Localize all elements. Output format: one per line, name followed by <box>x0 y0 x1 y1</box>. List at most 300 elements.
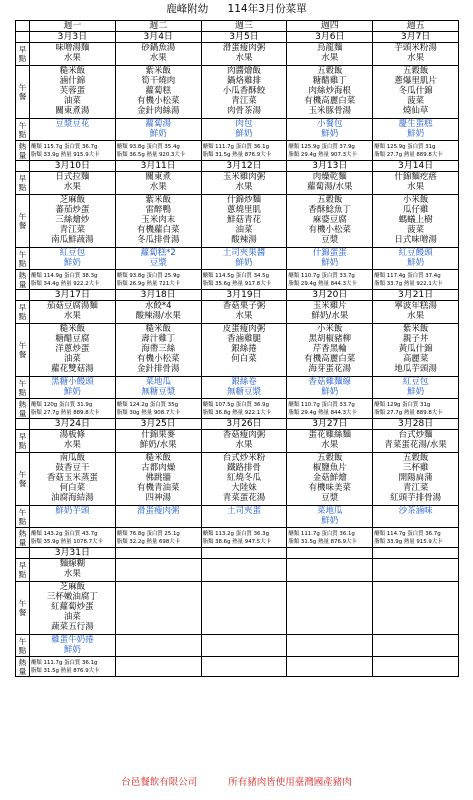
fat-value: 31.5g <box>300 538 317 545</box>
lunch-items <box>30 582 115 634</box>
nutrition-line <box>116 401 201 409</box>
menu-item: 芝麻飯 <box>59 582 86 592</box>
menu-item: 皮蛋瘦肉粥 <box>222 324 266 334</box>
calorie-value: 844.3大卡 <box>330 409 357 416</box>
menu-item: 水果 <box>407 311 425 321</box>
carbs-value: 93.8g <box>129 272 145 279</box>
menu-item: 小餐包 <box>317 119 343 129</box>
menu-item: 菜地瓜 <box>145 377 171 387</box>
date-cell: 3月11日 <box>115 161 201 172</box>
lunch-cell <box>201 324 287 377</box>
menu-item: 青江菜 <box>59 225 86 235</box>
lunch-items <box>30 66 115 118</box>
menu-item: 芙蓉蛋 <box>59 86 86 96</box>
protein-value: 33.7g <box>339 401 355 408</box>
afternoon-snack-cell <box>373 377 459 399</box>
empty-cell <box>287 635 373 657</box>
nutrition-cell <box>30 528 116 548</box>
carbs-value: 114.9g <box>43 272 63 279</box>
protein-value: 36.9g <box>253 401 270 408</box>
menu-item: 銀絲卷 <box>231 377 257 387</box>
menu-item: 菠菜 <box>407 96 425 106</box>
protein-value: 36.7g <box>82 143 98 150</box>
protein-label: 蛋白質 <box>321 272 338 279</box>
carbs-label: 醣類 <box>116 530 128 537</box>
carbs-label: 醣類 <box>31 143 42 150</box>
empty <box>202 559 287 581</box>
afternoon-snack-items <box>30 248 115 269</box>
menu-item: 土司夾果醬 <box>222 248 266 258</box>
calorie-label: 熱量 <box>232 538 244 545</box>
menu-item: 水果 <box>149 53 167 63</box>
menu-item: 水果 <box>235 440 253 450</box>
page-title <box>0 2 473 16</box>
afternoon-snack-items <box>287 377 372 398</box>
date-cell: 3月12日 <box>201 161 287 172</box>
carbs-value: 125.9g <box>300 143 320 150</box>
fat-label: 脂類 <box>202 280 214 287</box>
date-cell: 3月14日 <box>373 161 459 172</box>
calorie-label: 熱量 <box>403 538 415 545</box>
afternoon-snack-cell <box>201 119 287 141</box>
nutrition-line <box>30 151 115 159</box>
fat-value: 33.9g <box>43 151 59 158</box>
menu-item: 紅豆饅頭 <box>398 248 433 258</box>
school-name: 鹿峰附幼 <box>166 3 209 15</box>
morning-snack-items <box>202 172 287 194</box>
calorie-label: 熱量 <box>403 409 415 416</box>
calorie-label: 熱量 <box>60 667 72 674</box>
date-cell: 3月25日 <box>115 419 201 430</box>
protein-value: 31g <box>425 143 436 150</box>
nutrition-cell <box>201 141 287 161</box>
menu-item: 什錦蛋蛋 <box>312 248 347 258</box>
menu-item: 水果 <box>407 182 425 192</box>
menu-item: 何白菜 <box>231 354 257 364</box>
nutrition-cell <box>201 270 287 290</box>
morning-snack-items <box>202 43 287 65</box>
menu-item: 雷醉鴨 <box>145 205 171 215</box>
carbs-value: 111.7g <box>215 143 234 150</box>
label-morning: 早點 <box>16 559 30 582</box>
afternoon-snack-cell <box>30 248 116 270</box>
morning-snack-row <box>16 430 459 453</box>
lunch-cell <box>115 453 201 506</box>
date-label-cell <box>16 32 30 43</box>
menu-item: 肉骨茶湯 <box>226 106 261 116</box>
menu-item: 香菇瘦肉粥 <box>222 430 266 440</box>
protein-value: 35g <box>167 401 179 408</box>
morning-snack-cell <box>30 43 116 66</box>
menu-item: 滷什錦 <box>59 76 86 86</box>
fat-label: 脂類 <box>374 538 385 545</box>
menu-item: 鮮奶 <box>149 129 167 139</box>
lunch-cell <box>373 453 459 506</box>
fat-label: 脂類 <box>31 409 42 416</box>
protein-label: 蛋白質 <box>321 530 338 537</box>
calorie-value: 876.9大卡 <box>330 538 357 545</box>
nutrition-cell <box>373 270 459 290</box>
carbs-label: 醣類 <box>116 272 128 279</box>
menu-item: 鮮奶 <box>407 387 425 397</box>
nutrition-line <box>116 538 201 546</box>
carbs-value: 114.7g <box>386 530 406 537</box>
nutrition-cell <box>115 399 201 419</box>
day-header: 週二 <box>115 21 201 32</box>
menu-item: 水果 <box>63 182 81 192</box>
menu-item: 黑糖小饅頭 <box>51 377 94 387</box>
empty-cell <box>201 582 287 635</box>
menu-item: 什錦炒麵 <box>226 195 261 205</box>
menu-item: 日式拉麵 <box>55 172 90 182</box>
menu-item: 香酥鯰魚丁 <box>308 205 352 215</box>
menu-item: 筍干燒肉 <box>141 76 176 86</box>
nutrition-line <box>202 530 287 538</box>
afternoon-snack-row <box>16 506 459 528</box>
nutrition-cell <box>30 657 116 677</box>
afternoon-snack-cell <box>30 635 116 657</box>
menu-item: 有機蘿白菜 <box>136 225 180 235</box>
morning-snack-items <box>30 559 115 581</box>
calorie-value: 915.9大卡 <box>73 151 100 158</box>
calorie-value: 947.5大卡 <box>244 538 271 545</box>
menu-item: 油腐海結湯 <box>51 493 94 503</box>
menu-item: 蘿蔔湯 <box>145 119 171 129</box>
protein-label: 蛋白質 <box>235 401 252 408</box>
calorie-label: 熱量 <box>60 280 72 287</box>
menu-item: 鮮奶 <box>321 258 339 268</box>
carbs-label: 醣類 <box>288 143 300 150</box>
lunch-items <box>116 195 201 247</box>
morning-snack-items <box>116 172 201 194</box>
menu-item: 紫米飯 <box>145 66 171 76</box>
lunch-row <box>16 453 459 506</box>
date-cell: 3月18日 <box>115 290 201 301</box>
empty-cell <box>115 582 201 635</box>
menu-item: 豆漿 <box>321 493 339 503</box>
afternoon-snack-items <box>373 377 458 398</box>
menu-item: 有機高麗白菜 <box>304 354 356 364</box>
morning-snack-cell <box>287 430 373 453</box>
empty-cell <box>287 657 373 677</box>
menu-item: 銀絲捲 <box>231 344 257 354</box>
menu-item: 佛跳牆 <box>145 473 171 483</box>
lunch-items <box>287 66 372 118</box>
menu-item: 水果 <box>407 53 425 63</box>
morning-snack-items <box>373 172 458 194</box>
nutrition-line <box>202 401 287 409</box>
afternoon-snack-items <box>287 119 372 140</box>
label-afternoon: 午點 <box>16 377 30 399</box>
calorie-value: 876.9大卡 <box>244 151 271 158</box>
afternoon-snack-cell <box>201 377 287 399</box>
protein-label: 蛋白質 <box>146 530 163 537</box>
menu-item: 糙米飯 <box>145 324 171 334</box>
label-nutrition: 熱量 <box>16 657 30 677</box>
menu-item: 高麗菜 <box>402 354 429 364</box>
afternoon-snack-items <box>373 248 458 269</box>
carbs-value: 125.9g <box>386 143 406 150</box>
empty-cell <box>201 657 287 677</box>
fat-value: 36.8g <box>215 409 231 416</box>
afternoon-snack-cell <box>287 119 373 141</box>
menu-item: 無糖豆漿 <box>226 387 261 397</box>
morning-snack-cell <box>115 301 201 324</box>
menu-item: 什錦麵疙瘩 <box>394 172 437 182</box>
nutrition-line <box>373 538 458 546</box>
protein-value: 31.9g <box>76 401 93 408</box>
menu-item: 水果 <box>321 440 339 450</box>
menu-item: 水果 <box>63 311 81 321</box>
menu-item: 台式炒米粉 <box>222 453 266 463</box>
calorie-label: 熱量 <box>318 151 329 158</box>
nutrition-cell <box>373 528 459 548</box>
label-morning: 早點 <box>16 430 30 453</box>
nutrition-cell <box>30 399 116 419</box>
date-cell: 3月10日 <box>30 161 116 172</box>
label-morning: 早點 <box>16 43 30 66</box>
fat-label: 脂類 <box>116 409 128 416</box>
lunch-cell <box>201 195 287 248</box>
protein-label: 蛋白質 <box>321 143 338 150</box>
carbs-value: 114.5g <box>215 272 234 279</box>
protein-label: 蛋白質 <box>407 143 424 150</box>
lunch-items <box>30 195 115 247</box>
nutrition-line <box>373 280 458 288</box>
carbs-label: 醣類 <box>202 530 214 537</box>
menu-item: 鮮奶 <box>63 258 81 268</box>
nutrition-line <box>30 667 115 675</box>
menu-item: 香菇雞麵線 <box>308 377 352 387</box>
carbs-value: 124.2g <box>129 401 149 408</box>
menu-item: 洋蔥炒蛋 <box>55 344 90 354</box>
menu-item: 酸辣湯/水果 <box>135 311 181 321</box>
calorie-label: 熱量 <box>232 409 244 416</box>
protein-label: 蛋白質 <box>235 530 252 537</box>
carbs-label: 醣類 <box>31 659 42 666</box>
menu-item: 無糖豆漿 <box>141 387 176 397</box>
lunch-cell <box>373 66 459 119</box>
carbs-value: 117.4g <box>386 272 406 279</box>
menu-item: 麻婆豆腐 <box>312 215 347 225</box>
menu-item: 三杯雞 <box>402 463 429 473</box>
date-cell: 3月31日 <box>30 548 116 559</box>
fat-value: 30g <box>129 409 140 416</box>
afternoon-snack-row <box>16 248 459 270</box>
protein-label: 蛋白質 <box>235 272 252 279</box>
morning-snack-items <box>30 430 115 452</box>
date-cell: 3月21日 <box>373 290 459 301</box>
menu-item: 紅豆包 <box>59 248 86 258</box>
lunch-cell <box>373 324 459 377</box>
menu-item: 鮮奶 <box>407 129 425 139</box>
menu-item: 豆漿豆花 <box>55 119 90 129</box>
carbs-value: 76.8g <box>129 530 145 537</box>
calorie-value: 922.1大卡 <box>416 280 443 287</box>
nutrition-cell <box>201 528 287 548</box>
afternoon-snack-cell <box>287 377 373 399</box>
protein-label: 蛋白質 <box>64 143 81 150</box>
menu-item: 大陸妹 <box>231 483 257 493</box>
morning-snack-items <box>287 301 372 323</box>
empty <box>116 582 201 634</box>
morning-snack-items <box>373 301 458 323</box>
date-label-cell <box>16 548 30 559</box>
menu-item: 沙茶滷味 <box>398 506 433 516</box>
menu-item: 滑蛋瘦肉粥 <box>136 506 180 516</box>
menu-item: 鮮奶 <box>63 645 81 655</box>
menu-item: 冬瓜什錦 <box>398 86 433 96</box>
fat-value: 36.5g <box>129 151 145 158</box>
morning-snack-row <box>16 559 459 582</box>
nutrition-row <box>16 528 459 548</box>
calorie-value: 876.9大卡 <box>73 667 100 674</box>
menu-item: 有機味美菜 <box>308 483 352 493</box>
lunch-cell <box>373 195 459 248</box>
lunch-cell <box>30 582 116 635</box>
fat-value: 29.4g <box>300 409 317 416</box>
afternoon-snack-cell <box>30 377 116 399</box>
empty-cell <box>201 559 287 582</box>
menu-item: 親子丼 <box>402 334 429 344</box>
nutrition-row <box>16 141 459 161</box>
nutrition-line <box>287 280 372 288</box>
menu-item: 青江菜 <box>402 483 429 493</box>
carbs-label: 醣類 <box>31 401 42 408</box>
calorie-label: 熱量 <box>60 151 72 158</box>
menu-item: 螞蟻上樹 <box>398 215 433 225</box>
afternoon-snack-items <box>30 506 115 527</box>
menu-item: 蛋花雞絲麵 <box>308 430 352 440</box>
menu-item: 玉米雞肉粥 <box>222 172 266 182</box>
menu-item: 小瓜香酥餃 <box>222 86 266 96</box>
afternoon-snack-cell <box>373 248 459 270</box>
fat-label: 脂類 <box>374 409 385 416</box>
menu-item: 蔬菜五行湯 <box>51 622 94 632</box>
morning-snack-cell <box>373 172 459 195</box>
menu-item: 南瓜飯 <box>59 453 86 463</box>
protein-value: 38.3g <box>82 272 98 279</box>
menu-item: 五穀飯 <box>317 195 343 205</box>
nutrition-line <box>30 401 115 409</box>
protein-label: 蛋白質 <box>146 272 163 279</box>
afternoon-snack-cell <box>373 119 459 141</box>
menu-item: 青菜蛋花湯 <box>222 493 266 503</box>
morning-snack-cell <box>30 172 116 195</box>
menu-item: 五穀飯 <box>317 453 343 463</box>
menu-item: 玉米雞片 <box>312 301 347 311</box>
menu-item: 麵線糊 <box>59 559 86 569</box>
empty-cell <box>373 559 459 582</box>
carbs-value: 110.7g <box>300 401 320 408</box>
carbs-label: 醣類 <box>31 272 42 279</box>
nutrition-line <box>30 143 115 151</box>
calorie-value: 922.1大卡 <box>244 409 271 416</box>
menu-item: 海芽蛋花湯 <box>308 364 352 374</box>
nutrition-line <box>202 143 287 151</box>
date-row <box>16 290 459 301</box>
calorie-value: 922.2大卡 <box>73 280 100 287</box>
nutrition-cell <box>287 270 373 290</box>
caterer-name: 台邑餐飲有限公司 <box>121 777 198 788</box>
menu-item: 金針排骨湯 <box>136 364 180 374</box>
nutrition-line <box>373 272 458 280</box>
fat-value: 32.2g <box>129 538 145 545</box>
afternoon-snack-row <box>16 377 459 399</box>
carbs-label: 醣類 <box>288 401 300 408</box>
menu-item: 豆漿 <box>321 235 339 245</box>
fat-value: 29.4g <box>300 151 317 158</box>
menu-item: 油菜 <box>235 225 253 235</box>
calorie-value: 915.9大卡 <box>416 538 443 545</box>
menu-item: 糙米飯 <box>59 66 86 76</box>
nutrition-line <box>30 659 115 667</box>
morning-snack-cell <box>287 43 373 66</box>
nutrition-line <box>373 530 458 538</box>
lunch-items <box>287 453 372 505</box>
lunch-cell <box>30 195 116 248</box>
lunch-items <box>202 66 287 118</box>
lunch-cell <box>287 195 373 248</box>
afternoon-snack-items <box>373 119 458 140</box>
afternoon-snack-cell <box>201 248 287 270</box>
menu-item: 什錦果麥 <box>141 430 176 440</box>
nutrition-line <box>287 272 372 280</box>
menu-item: 蘿蔔湯/水果 <box>307 182 353 192</box>
label-nutrition: 熱量 <box>16 141 30 161</box>
empty-cell <box>115 559 201 582</box>
lunch-items <box>202 453 287 505</box>
afternoon-snack-items <box>116 506 201 527</box>
nutrition-line <box>373 409 458 417</box>
menu-item: 五穀飯 <box>317 66 343 76</box>
date-label-cell <box>16 290 30 301</box>
empty-cell <box>287 548 373 559</box>
protein-value: 34.5g <box>253 272 270 279</box>
protein-value: 31g <box>420 401 431 408</box>
menu-item: 酸辣湯 <box>231 235 257 245</box>
carbs-value: 110.7g <box>300 272 320 279</box>
menu-item: 小米飯 <box>402 195 429 205</box>
carbs-value: 111.7g <box>43 659 63 666</box>
nutrition-line <box>287 409 372 417</box>
nutrition-line <box>30 272 115 280</box>
afternoon-snack-items <box>202 377 287 398</box>
nutrition-line <box>116 530 201 538</box>
label-afternoon: 午點 <box>16 506 30 528</box>
menu-item: 三杯嫩油腐丁 <box>46 592 98 602</box>
empty <box>373 559 458 581</box>
fat-value: 31.5g <box>43 667 59 674</box>
label-morning: 早點 <box>16 301 30 324</box>
empty-cell <box>115 657 201 677</box>
fat-label: 脂類 <box>202 538 214 545</box>
day-header: 週四 <box>287 21 373 32</box>
calorie-label: 熱量 <box>146 538 158 545</box>
morning-snack-items <box>116 43 201 65</box>
protein-value: 35.4g <box>164 143 180 150</box>
menu-item: 有機小松菜 <box>136 354 180 364</box>
nutrition-cell <box>287 399 373 419</box>
calorie-value: 908.7大卡 <box>153 409 181 416</box>
carbs-value: 113.2g <box>215 530 234 537</box>
morning-snack-cell <box>201 301 287 324</box>
morning-snack-items <box>116 301 201 323</box>
afternoon-snack-items <box>373 506 458 527</box>
carbs-label: 醣類 <box>116 143 128 150</box>
empty-cell <box>201 635 287 657</box>
label-afternoon: 午點 <box>16 248 30 270</box>
